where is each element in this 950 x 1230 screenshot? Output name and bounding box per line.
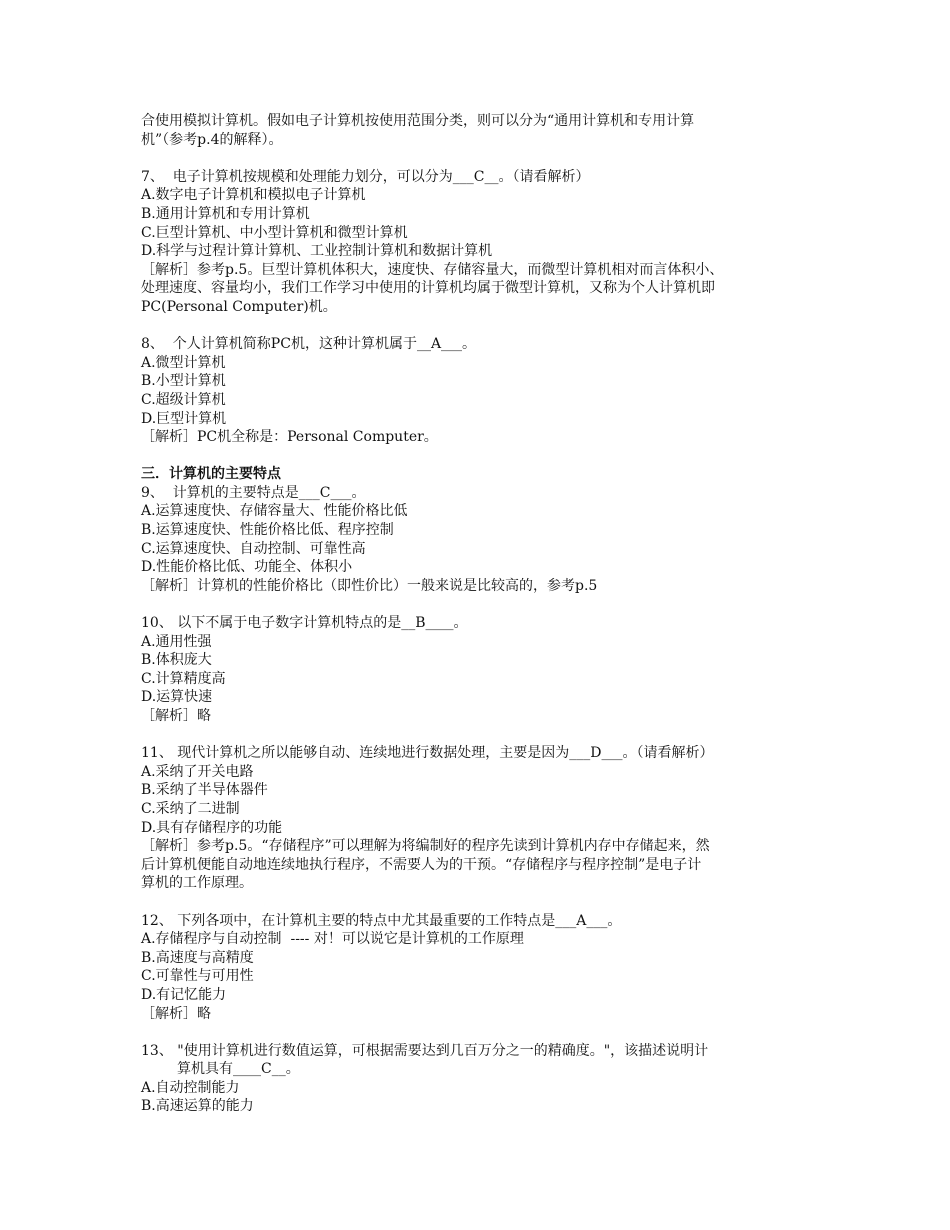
spacer (141, 447, 821, 466)
option-d: D.有记忆能力 (141, 986, 227, 1003)
analysis-line: ［解析］略 (141, 1005, 211, 1022)
question-text: 12、 下列各项中，在计算机主要的特点中尤其最重要的工作特点是___A___。 (141, 912, 622, 929)
intro-line: 机”（参考p.4的解释）。 (141, 131, 283, 148)
option-a: A.微型计算机 (141, 354, 226, 371)
analysis-line: ［解析］PC机全称是：Personal Computer。 (141, 429, 438, 446)
spacer (141, 317, 821, 336)
option-b: B.小型计算机 (141, 373, 226, 390)
option-d: D.运算快速 (141, 689, 213, 706)
option-c: C.计算精度高 (141, 670, 226, 687)
option-b: B.通用计算机和专用计算机 (141, 205, 310, 222)
option-d: D.具有存储程序的功能 (141, 819, 283, 836)
analysis-line: ［解析］略 (141, 708, 211, 724)
analysis-line: 算机的工作原理。 (141, 875, 253, 892)
analysis-line: ［解析］参考p.5。“存储程序”可以理解为将编制好的程序先读到计算机内存中存储起来，然 (141, 838, 710, 855)
option-b: B.体积庞大 (141, 652, 212, 669)
option-a: A.存储程序与自动控制 ---- 对！可以说它是计算机的工作原理 (141, 931, 524, 948)
section-heading: 三．计算机的主要特点 (141, 466, 281, 483)
question-12 (141, 912, 821, 1024)
option-c: C.巨型计算机、中小型计算机和微型计算机 (141, 224, 408, 241)
question-8 (141, 335, 821, 447)
option-d: D.性能价格比低、功能全、体积小 (141, 559, 353, 576)
option-a: A.运算速度快、存储容量大、性能价格比低 (141, 503, 408, 520)
spacer (141, 726, 821, 745)
analysis-line: ［解析］计算机的性能价格比（即性价比）一般来说是比较高的，参考p.5 (141, 577, 598, 594)
option-a: A.通用性强 (141, 633, 212, 650)
spacer (141, 893, 821, 912)
question-text: 9、 计算机的主要特点是___C___。 (141, 484, 366, 501)
option-b: B.高速运算的能力 (141, 1098, 254, 1115)
document-page (141, 112, 821, 1116)
option-c: C.运算速度快、自动控制、可靠性高 (141, 540, 366, 557)
question-text: 8、 个人计算机简称PC机，这种计算机属于__A___。 (141, 336, 477, 353)
option-a: A.采纳了开关电路 (141, 763, 254, 780)
question-7 (141, 168, 821, 317)
intro-paragraph (141, 112, 821, 149)
question-text: 11、 现代计算机之所以能够自动、连续地进行数据处理，主要是因为___D___。（请看解析） (141, 745, 714, 762)
option-c: C.可靠性与可用性 (141, 968, 254, 985)
question-9 (141, 484, 821, 596)
question-11 (141, 744, 821, 893)
option-b: B.高速度与高精度 (141, 949, 254, 966)
question-text-continued: 算机具有____C__。 (177, 1061, 300, 1078)
option-b: B.运算速度快、性能价格比低、程序控制 (141, 522, 394, 539)
spacer (141, 595, 821, 614)
option-a: A.数字电子计算机和模拟电子计算机 (141, 187, 366, 204)
analysis-line: 后计算机便能自动地连续地执行程序，不需要人为的干预。“存储程序与程序控制”是电子计 (141, 856, 702, 873)
analysis-line: PC(Personal Computer)机。 (141, 298, 337, 315)
question-10 (141, 614, 821, 726)
intro-line: 合使用模拟计算机。假如电子计算机按使用范围分类，则可以分为“通用计算机和专用计算 (141, 113, 695, 129)
option-a: A.自动控制能力 (141, 1079, 240, 1096)
option-d: D.巨型计算机 (141, 410, 227, 427)
analysis-line: ［解析］参考p.5。巨型计算机体积大，速度快、存储容量大，而微型计算机相对而言体积小、 (141, 261, 724, 278)
question-text: 7、 电子计算机按规模和处理能力划分，可以分为___C__。（请看解析） (141, 168, 590, 185)
option-d: D.科学与过程计算计算机、工业控制计算机和数据计算机 (141, 243, 493, 260)
analysis-line: 处理速度、容量均小，我们工作学习中使用的计算机均属于微型计算机，又称为个人计算机即 (141, 280, 715, 297)
option-c: C.采纳了二进制 (141, 800, 240, 817)
question-text: 13、 "使用计算机进行数值运算，可根据需要达到几百万分之一的精确度。"，该描述说明计 (141, 1042, 709, 1059)
option-b: B.采纳了半导体器件 (141, 782, 268, 799)
spacer (141, 1023, 821, 1042)
option-c: C.超级计算机 (141, 391, 226, 408)
question-text: 10、 以下不属于电子数字计算机特点的是__B____。 (141, 615, 468, 632)
spacer (141, 149, 821, 168)
question-13 (141, 1042, 821, 1116)
